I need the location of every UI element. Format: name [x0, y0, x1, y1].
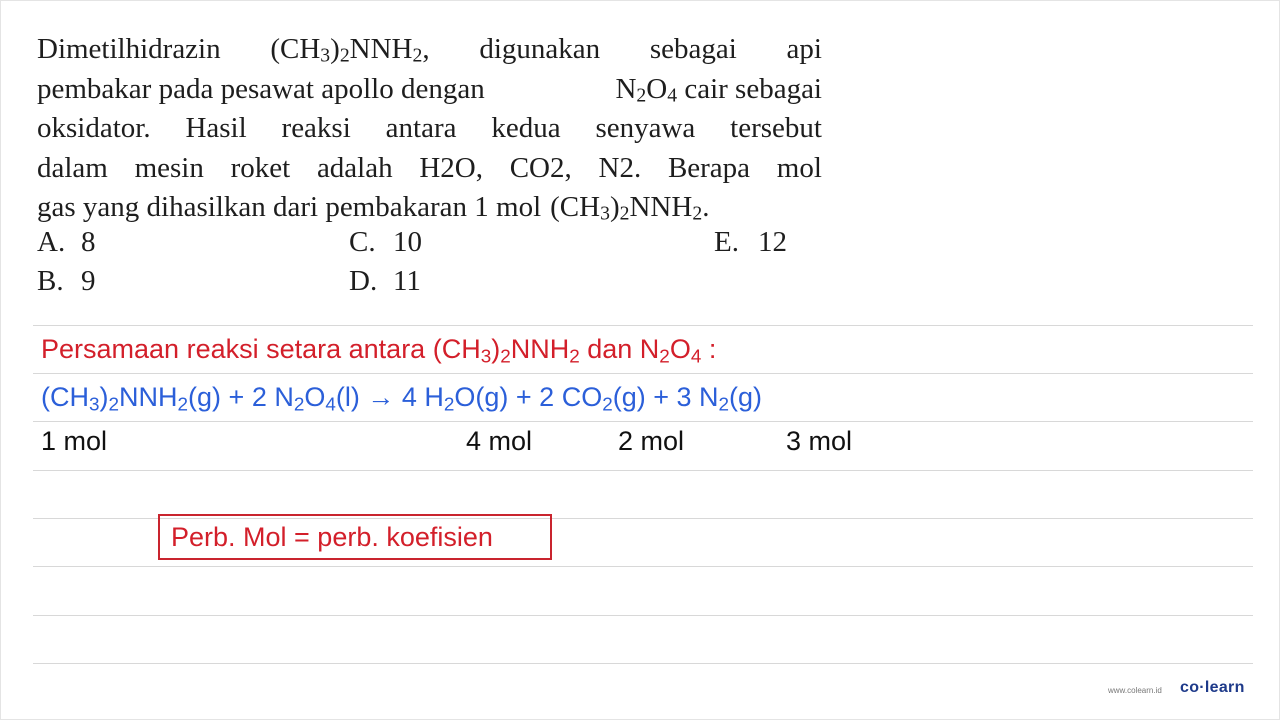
mol-dmh: 1 mol [41, 426, 108, 456]
question-line-1 [37, 30, 822, 70]
ruled-line [33, 470, 1253, 471]
word: roket [230, 151, 291, 184]
word: N2. [598, 151, 642, 184]
word: adalah [316, 151, 393, 184]
balanced-equation: $(CH_3)_2NNH_2(g) + 2$ $N_2O_4(l) \to 4$ $H_2O(g) + 2$ $CO_2(g) + 3$ $N_2(g)$ [41, 382, 763, 416]
word: mesin [134, 151, 204, 184]
formula-dmh: $(CH_3)_2NNH_2$, [270, 33, 430, 67]
word: Dimetilhidrazin [37, 33, 221, 65]
word: H2O, [419, 151, 483, 184]
phrase: gas yang dihasilkan dari pembakaran 1 mol [37, 191, 542, 223]
question-text [37, 30, 822, 228]
word: oksidator. [37, 112, 151, 144]
solution-heading: Persamaan reaksi setara antara $(CH_3)_2NNH_2$ dan $N_2O_4$ : [41, 334, 717, 368]
word: mol [776, 151, 822, 184]
word: dalam [37, 151, 108, 184]
formula-n2o4: $N_2O_4$ cair sebagai [615, 72, 822, 107]
word: api [786, 33, 822, 65]
word: antara [385, 112, 457, 144]
mol-h2o: 4 mol [466, 426, 533, 456]
word: CO2, [509, 151, 572, 184]
formula-dmh: $(CH_3)_2NNH_2$. [550, 191, 710, 225]
word: senyawa [595, 112, 696, 144]
question-line-2 [37, 70, 822, 110]
word: tersebut [730, 112, 822, 144]
ruled-line [33, 663, 1253, 664]
word: Hasil [185, 112, 247, 144]
word: Berapa [667, 151, 751, 184]
question-line-3 [37, 109, 822, 149]
word: sebagai [649, 33, 737, 65]
brand-logo: co·learn [1180, 679, 1245, 696]
word: digunakan [479, 33, 601, 65]
question-line-5 [37, 188, 822, 228]
mole-ratio-note: Perb. Mol = perb. koefisien [158, 514, 552, 560]
question-line-4 [37, 149, 822, 189]
word: kedua [491, 112, 561, 144]
ruled-line [33, 421, 1253, 422]
ruled-line [33, 566, 1253, 567]
phrase: pembakar pada pesawat apollo dengan [37, 72, 485, 105]
option-c[interactable]: C. 10 [349, 226, 422, 258]
ruled-line [33, 325, 1253, 326]
mol-co2: 2 mol [618, 426, 685, 456]
mol-n2: 3 mol [786, 426, 853, 456]
ruled-line [33, 615, 1253, 616]
option-d[interactable]: D. 11 [349, 265, 421, 297]
option-b[interactable]: B. 9 [37, 265, 96, 297]
option-a[interactable]: A. 8 [37, 226, 96, 258]
site-url: www.colearn.id [1108, 686, 1162, 695]
word: reaksi [281, 112, 351, 144]
option-e[interactable]: E. 12 [714, 226, 787, 258]
ruled-line [33, 373, 1253, 374]
